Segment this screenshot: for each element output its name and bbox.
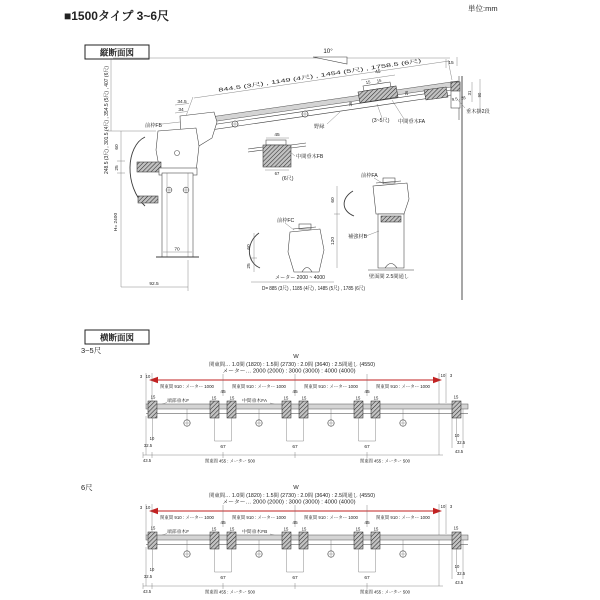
w-label: W <box>293 485 299 491</box>
fa-note: 壁面間 2.5間通し <box>369 274 409 280</box>
dim-15: 15 <box>453 394 459 400</box>
dim-45: 45 <box>292 521 298 526</box>
segment-dim: 関東間 910 : メーター 1000 <box>160 516 219 521</box>
dim-15: 15 <box>376 77 382 84</box>
segment-dim: 関東間 910 : メーター 1000 <box>304 385 363 390</box>
front-frame-fc-detail <box>249 223 334 282</box>
dim-43-5: 43.5 <box>142 589 152 594</box>
end-rafter-label: 端部垂木F <box>167 530 190 535</box>
dim-120: 120 <box>331 236 336 246</box>
rafter-hook-label: 垂木掛2段 <box>466 109 490 115</box>
mid-rafter-fb-label: 中間垂木FB <box>296 154 324 160</box>
dim-3: 3 <box>139 374 143 379</box>
dim-67: 67 <box>364 576 370 581</box>
dim-15: 15 <box>373 526 379 532</box>
dim-43-5: 43.5 <box>454 580 464 585</box>
dim-heights: 248.5 (3尺) , 301.5 (4尺) , 354.5 (5尺) , 407 (6尺) <box>104 61 110 174</box>
dim-15: 15 <box>283 526 289 532</box>
dim-45: 45 <box>220 390 226 395</box>
dim-25: 25 <box>115 165 120 171</box>
note-3-5: (3~5尺) <box>372 118 390 124</box>
dim-32-5: 32.5 <box>143 443 153 448</box>
dim-9-5-26: 9.5 , 26 <box>451 95 466 102</box>
nobuchi-label: 野縁 <box>314 124 325 130</box>
dim-26: 26 <box>404 90 409 96</box>
dim-45: 45 <box>220 521 226 526</box>
dim-10: 10 <box>440 504 446 509</box>
dim-slope-lengths: 844.5 (3尺) , 1149 (4尺) , 1454 (5尺) , 1758.5 (6尺) <box>217 71 335 94</box>
longitudinal-section <box>85 45 490 300</box>
segment-dim: 関東間 910 : メーター 1000 <box>232 516 291 521</box>
dim-45: 45 <box>364 390 370 395</box>
mid-rafter-fa-label: 中間垂木FA <box>398 119 426 125</box>
dim-15: 15 <box>355 395 361 401</box>
mid-rafter-label: 中間垂木FA <box>242 399 268 404</box>
dim-15: 15 <box>229 395 235 401</box>
rafter-sections <box>148 401 461 418</box>
dim-h2400: H= 2400 <box>114 212 119 232</box>
dim-60: 60 <box>115 144 120 150</box>
dim-60: 60 <box>331 197 336 203</box>
end-rafter-label: 端部垂木F <box>167 399 190 404</box>
cross-section-35 <box>140 354 468 465</box>
dim-3: 3 <box>449 373 453 378</box>
sub-label-3-5: 3~5尺 <box>81 346 102 355</box>
slope-angle: 10° <box>323 48 333 55</box>
note-6: (6尺) <box>282 176 294 182</box>
rafter-stems <box>153 418 457 441</box>
sub-label-6: 6尺 <box>81 483 93 492</box>
dim-15: 15 <box>448 61 454 66</box>
dim-15: 15 <box>453 525 459 531</box>
page-title: ■1500タイプ 3~6尺 <box>64 9 170 23</box>
dim-45: 45 <box>274 133 280 138</box>
dim-10: 10 <box>149 567 155 572</box>
dim-3: 3 <box>449 504 453 509</box>
dim-43-5: 43.5 <box>142 458 152 463</box>
dim-45: 45 <box>292 390 298 395</box>
dim-31: 31 <box>467 90 472 96</box>
dim-15: 15 <box>211 526 217 532</box>
dim-15: 15 <box>211 395 217 401</box>
dim-10: 10 <box>454 433 460 438</box>
dim-70: 70 <box>174 247 180 253</box>
dim-67: 67 <box>274 171 280 176</box>
front-frame-fa-detail <box>334 178 414 270</box>
dim-60: 60 <box>247 244 252 250</box>
span-meter-line: メーター… 2000 (2000) : 3000 (3000) : 4000 (4000) <box>222 368 343 375</box>
front-frame-fb-label: 前枠FB <box>145 123 163 129</box>
dim-10: 10 <box>440 373 446 378</box>
reinforcement-label: 補強材B <box>348 234 368 240</box>
dim-32-5: 32.5 <box>456 571 466 576</box>
bottom-span-dim: 関東間 455 : メーター 500 <box>205 590 262 596</box>
dim-15: 15 <box>150 525 156 531</box>
dim-34: 34 <box>178 108 184 113</box>
cross-section-title: 横断面図 <box>99 332 135 343</box>
dim-92-5: 92.5 <box>149 282 159 287</box>
dim-67: 67 <box>364 445 370 450</box>
dim-15: 15 <box>365 79 371 85</box>
bottom-span-dim: 関東間 455 : メーター 500 <box>360 590 417 596</box>
dim-67: 67 <box>220 445 226 450</box>
fc-note: メーター 2000 ~ 4000 <box>275 275 327 281</box>
span-kanto-line: 関東間… 1.0間 (1820) : 1.5間 (2730) : 2.0間 (3640) : 2.5間通し (4550) <box>209 362 370 368</box>
dim-15: 15 <box>283 395 289 401</box>
dim-34-5: 34.5 <box>177 100 187 105</box>
dim-67: 67 <box>292 576 298 581</box>
dim-90: 90 <box>477 92 482 98</box>
rafter-sections <box>148 532 461 549</box>
segment-dim: 関東間 910 : メーター 1000 <box>376 516 435 521</box>
section-title: 縦断面図 <box>99 47 135 58</box>
dim-36: 36 <box>348 101 353 107</box>
span-meter-line: メーター… 2000 (2000) : 3000 (3000) : 4000 (4000) <box>222 499 343 506</box>
bottom-span-dim: 関東間 455 : メーター 500 <box>205 459 262 465</box>
segment-dim: 関東間 910 : メーター 1000 <box>376 385 435 390</box>
segment-dim: 関東間 910 : メーター 1000 <box>304 516 363 521</box>
span-kanto-line: 関東間… 1.0間 (1820) : 1.5間 (2730) : 2.0間 (3640) : 2.5間通し (4550) <box>209 493 370 499</box>
dim-depth-d: D= 885 (3尺) , 1185 (4尺) , 1485 (5尺) , 1785 (6尺) <box>262 286 392 292</box>
dim-15: 15 <box>301 526 307 532</box>
dim-43-5: 43.5 <box>454 449 464 454</box>
dim-67: 67 <box>220 576 226 581</box>
dim-10: 10 <box>145 505 151 510</box>
cross-section-6 <box>140 485 468 596</box>
dim-10: 10 <box>145 374 151 379</box>
red-dimension-line <box>149 377 442 383</box>
dim-15: 15 <box>301 395 307 401</box>
dim-15: 15 <box>355 526 361 532</box>
dim-3: 3 <box>139 505 143 510</box>
dim-45: 45 <box>374 69 381 76</box>
red-dimension-line <box>149 508 442 514</box>
dim-67: 67 <box>292 445 298 450</box>
dim-45: 45 <box>364 521 370 526</box>
mid-rafter-label: 中間垂木FB <box>242 530 268 535</box>
rafter-stems <box>153 549 457 572</box>
slope-angle-wedge <box>313 57 347 64</box>
w-label: W <box>293 354 299 360</box>
nobuchi-leader <box>327 112 340 124</box>
front-frame-fa-label: 前枠FA <box>361 173 378 179</box>
dim-25: 25 <box>247 263 252 269</box>
front-frame-fc-label: 前枠FC <box>277 218 295 224</box>
dim-32-5: 32.5 <box>456 440 466 445</box>
dim-10: 10 <box>454 564 460 569</box>
dim-15: 15 <box>150 394 156 400</box>
front-frame-assembly <box>130 104 217 258</box>
bottom-span-dim: 関東間 455 : メーター 500 <box>360 459 417 465</box>
dim-15: 15 <box>229 526 235 532</box>
dim-10: 10 <box>149 436 155 441</box>
unit-label: 単位:mm <box>468 4 498 13</box>
dim-32-5: 32.5 <box>143 574 153 579</box>
segment-dim: 関東間 910 : メーター 1000 <box>160 385 219 390</box>
dim-15: 15 <box>373 395 379 401</box>
segment-dim: 関東間 910 : メーター 1000 <box>232 385 291 390</box>
